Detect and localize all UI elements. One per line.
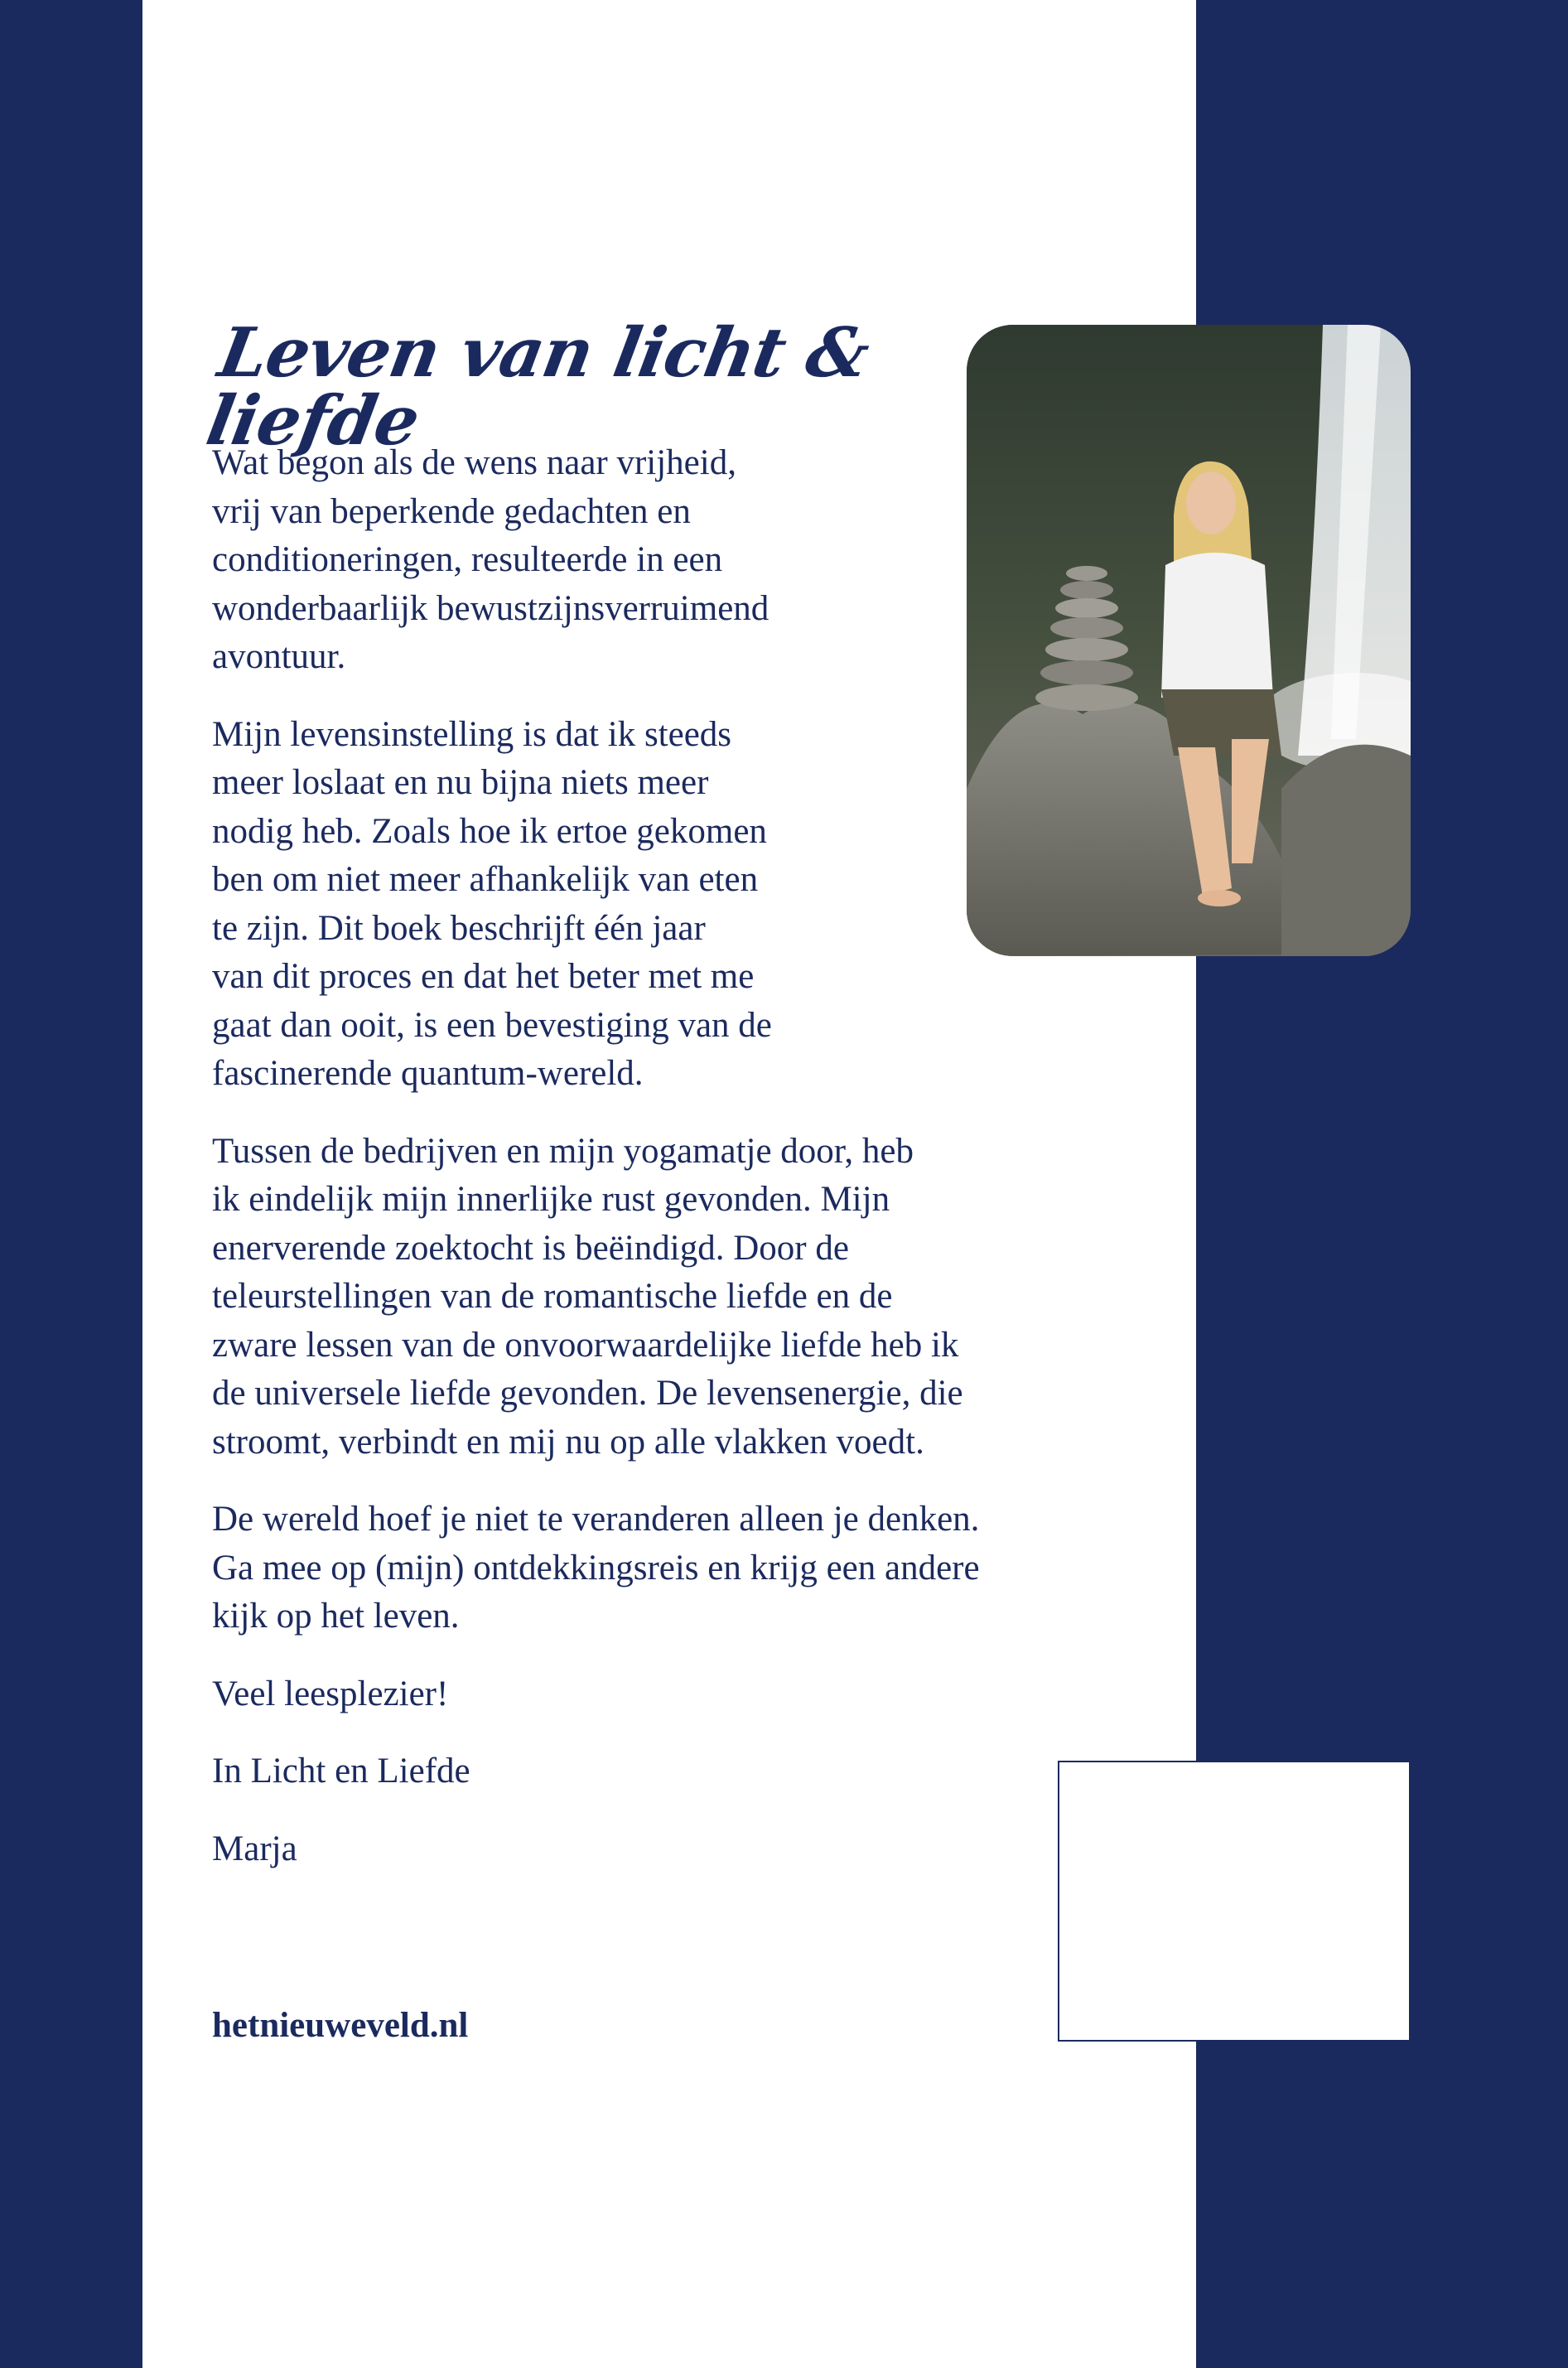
- closing-greeting: Veel leesplezier!: [212, 1674, 449, 1713]
- cover-title: Leven van licht & liefde: [200, 313, 876, 461]
- author-signature: Marja: [212, 1829, 297, 1868]
- closing-salutation: In Licht en Liefde: [212, 1752, 470, 1790]
- barcode-placeholder: [1058, 1761, 1411, 2042]
- left-navy-band: [0, 0, 142, 2368]
- paragraph-1: Wat begon als de wens naar vrijheid, vrij van beperkende gedachten en conditioneringen, resulteerde in een wonderbaarlijk bewustzijnsverruimend avontuur.: [212, 443, 770, 676]
- paragraph-3: Tussen de bedrijven en mijn yogamatje door, heb ik eindelijk mijn innerlijke rust gevonden. Mijn enerverende zoektocht is beëindigd. Door de teleurstellingen van de romantische liefde en de zware lessen van de onvoorwaardelijke liefde heb ik de universele liefde gevonden. De levensenergie, die stroomt, verbindt en mij nu op alle vlakken voedt.: [212, 1131, 963, 1462]
- paragraph-2: Mijn levensinstelling is dat ik steeds meer loslaat en nu bijna niets meer nodig heb. Zoals hoe ik ertoe gekomen ben om niet meer afhankelijk van eten te zijn. Dit boek beschrijft één jaar van dit proces en dat het beter met me gaat dan ooit, is een bevestiging van de fascinerende quantum-wereld.: [212, 714, 772, 1093]
- website-link[interactable]: hetnieuweveld.nl: [212, 2006, 469, 2045]
- back-cover-text: [200, 313, 1049, 1902]
- paragraph-4: De wereld hoef je niet te veranderen alleen je denken. Ga mee op (mijn) ontdekkingsreis en krijg een andere kijk op het leven.: [212, 1500, 980, 1636]
